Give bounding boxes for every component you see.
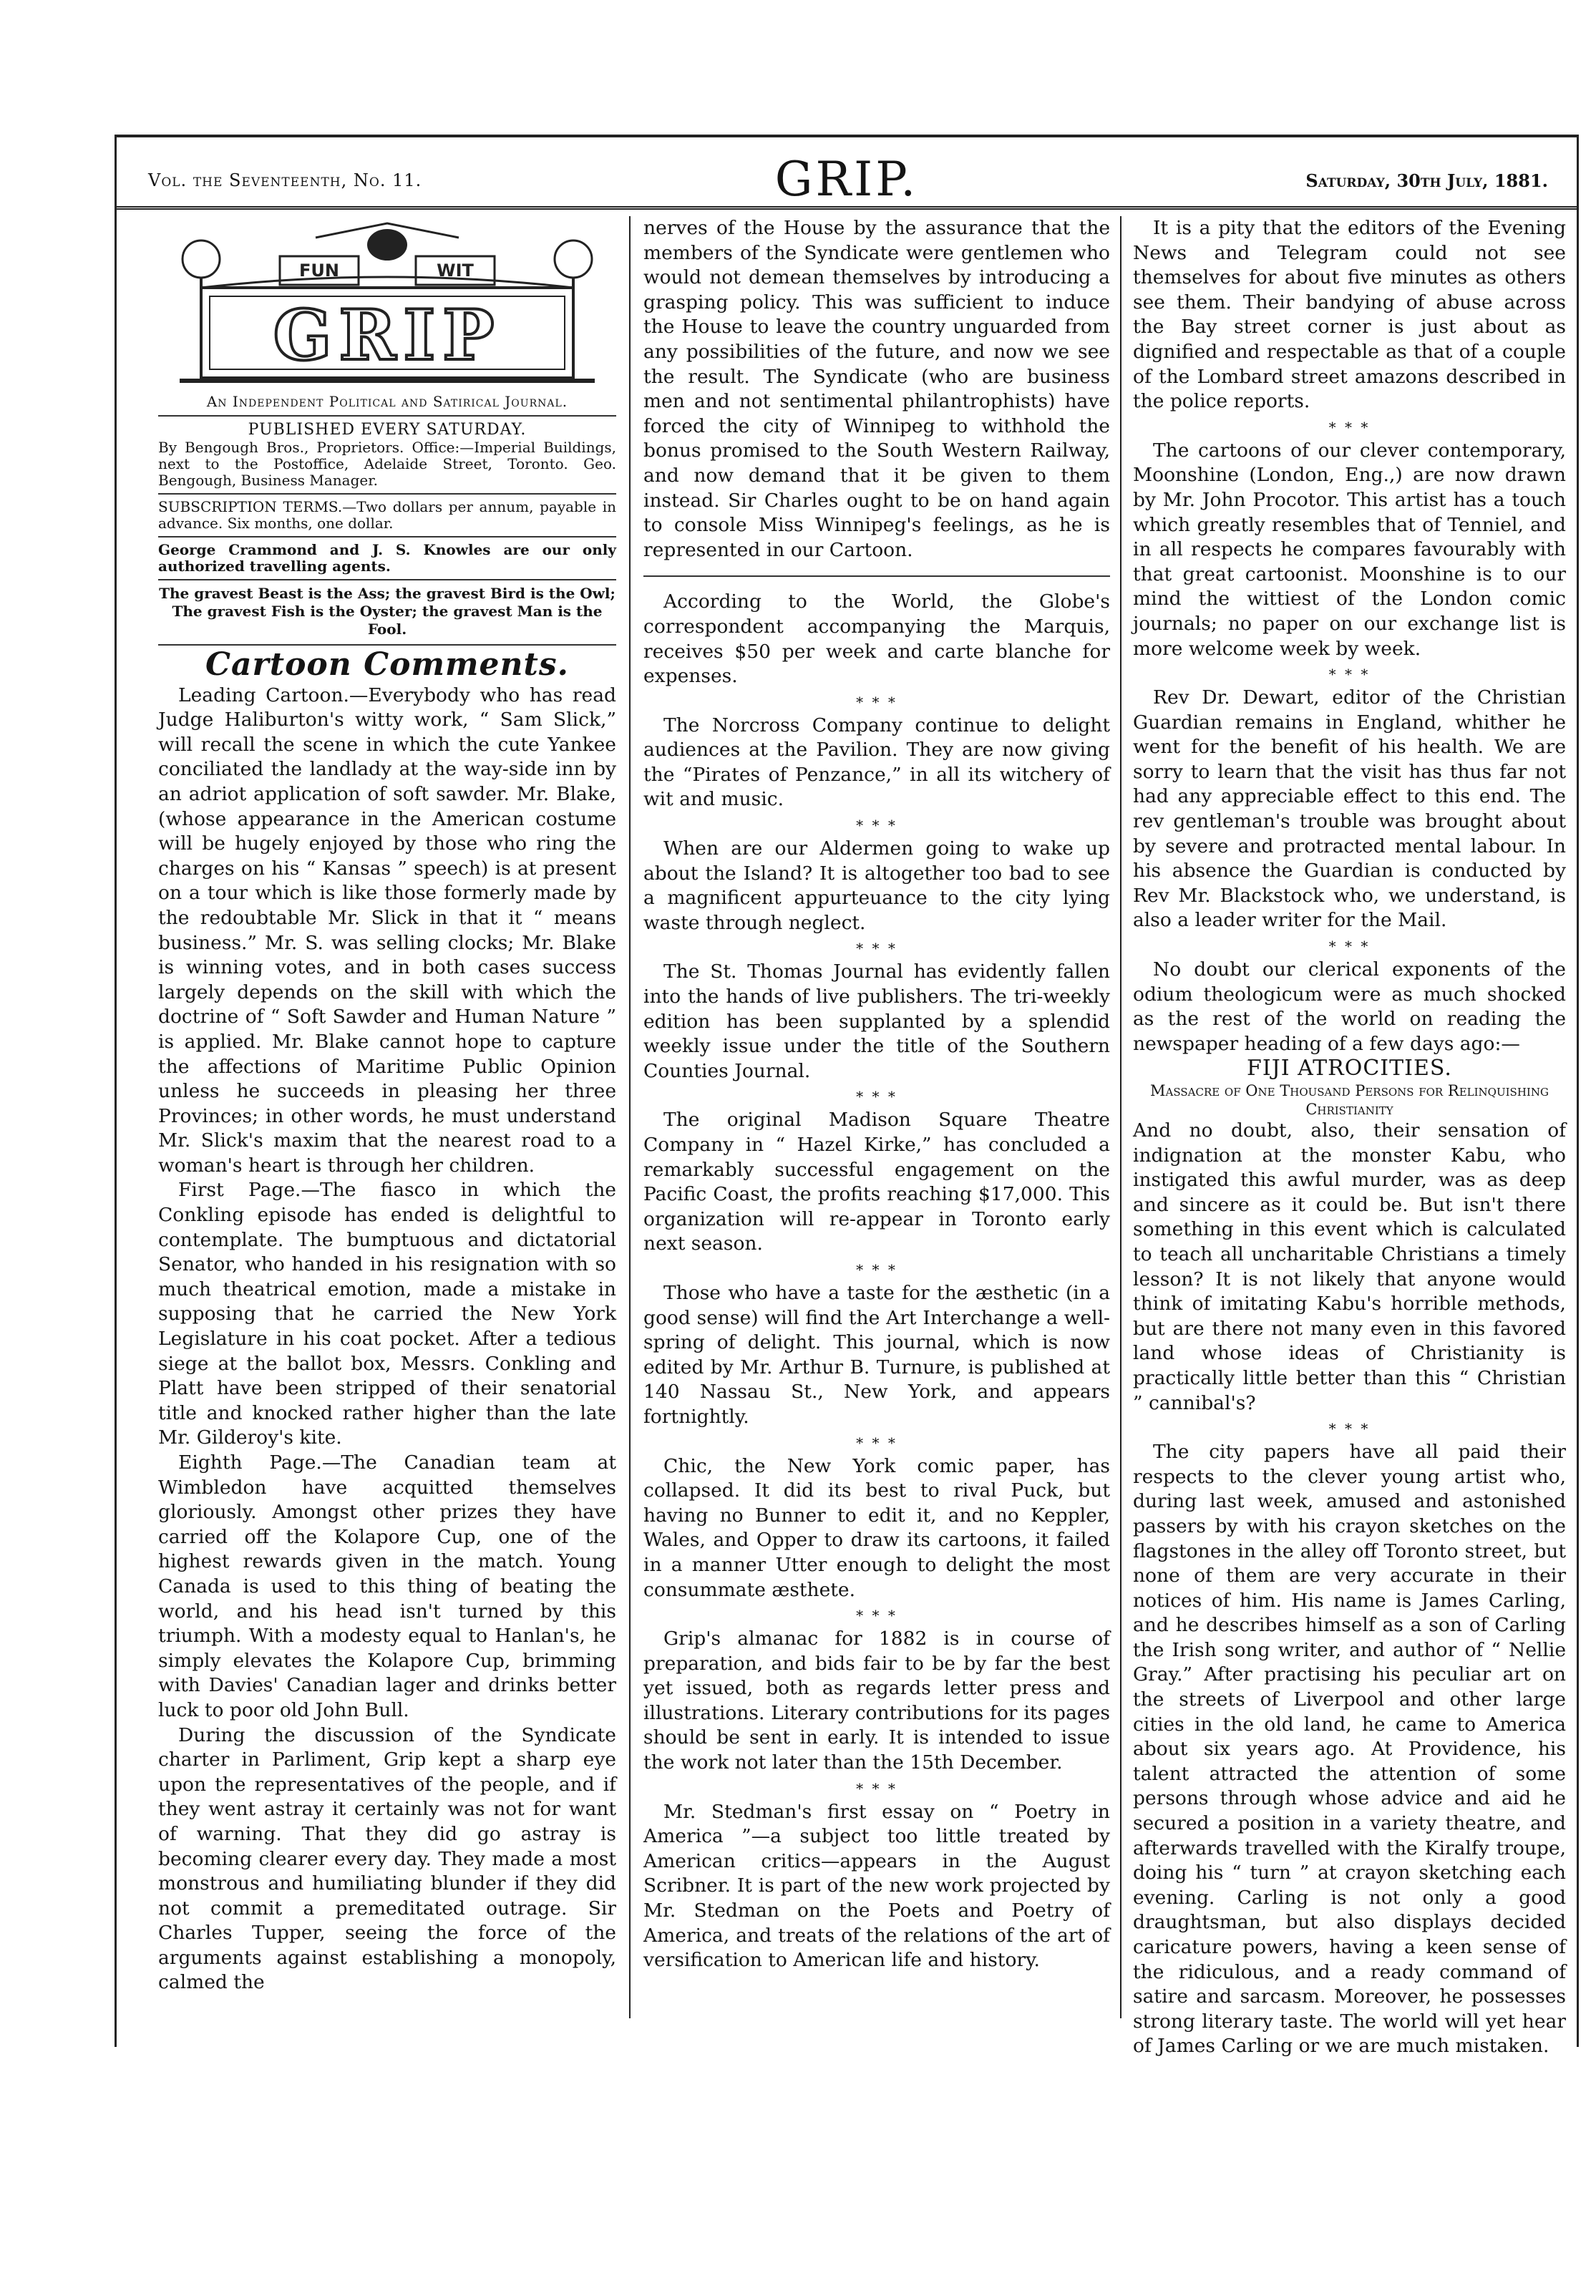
article-paragraph: When are our Aldermen going to wake up about the Island? It is altogether too bad to see a magnificent appurteuance to the city lying waste through neglect. (643, 837, 1110, 934)
separator-stars: * * * (1328, 666, 1371, 684)
article-paragraph: And no doubt, also, their sensation of indignation at the monster Kabu, who instigated this awful murder, was as deep and sincere as it could be. But isn't there something in this event which is calculated to teach all uncharitable Christians a timely lesson? It is not likely that anyone would think of imitating Kabu's horrible methods, but are there not many even in this favored land whose ideas of Christianity is practically little better than this “ Christian ” cannibal's? (1133, 1119, 1566, 1414)
banner-right-text: WIT (437, 261, 474, 281)
separator-stars: * * * (856, 817, 897, 835)
article-paragraph: The cartoons of our clever contemporary, Moonshine (London, Eng.,) are now drawn by Mr. John Procotor. This artist has a touch which greatly resembles that of Tenniel, and in all respects he compares favourably with that great cartoonist. Moonshine is to our mind the wittiest of the London comic journals; no paper on our exchange list is more welcome week by week. (1133, 439, 1566, 660)
article-paragraph: It is a pity that the editors of the Evening News and Telegram could not see themselves for about five minutes as others see them. Their bandying of abuse across the Bay street corner is just about as dignified and respectable as that of a couple of the Lombard street amazons described in the police reports. (1133, 217, 1566, 413)
separator-stars: * * * (856, 1607, 897, 1625)
separator-stars: * * * (856, 1088, 897, 1106)
agents-notice: George Crammond and J. S. Knowles are our only authorized travelling agents. (158, 541, 616, 575)
column-1 (158, 216, 616, 1995)
logo-wordmark: GRIP (273, 295, 502, 376)
article-paragraph: During the discussion of the Syndicate charter in Parliment, Grip kept a sharp eye upon the representatives of the people, and if they went astray it certainly was not for want of warning. That they did go astray is becoming clearer every day. They made a most monstrous and humiliating blunder if they did not commit a premeditated outrage. Sir Charles Tupper, seeing the force of the arguments against establishing a monopoly, calmed the (158, 1723, 616, 1994)
separator-stars: * * * (856, 693, 897, 711)
volume-number: Vol. the Seventeenth, No. 11. (148, 170, 422, 190)
article-paragraph: The city papers have all paid their respects to the clever young artist who, during last week, amused and astonished passers by with his crayon sketches on the flagstones in the alley off Toronto street, but none of them are very accurate in their notices of him. His name is James Carling, and he describes himself as a son of Carling the Irish song writer, and author of “ Nellie Gray.” After practising his peculiar art on the streets of Liverpool and other large cities in the old land, he came to America about six years ago. At Providence, his talent attracted the attention of some persons through whose advice and aid he secured a position in a variety theatre, and afterwards travelled with the Kiralfy troupe, doing his “ turn ” at crayon sketching each evening. Carling is not only a good draughtsman, but also displays decided caricature powers, having a keen sense of the ridiculous, and a ready command of satire and sarcasm. Moreover, he possesses strong literary taste. The world will yet hear of James Carling or we are much mistaken. (1133, 1441, 1566, 2058)
separator-stars: * * * (856, 1434, 897, 1451)
subscription-terms: SUBSCRIPTION TERMS.—Two dollars per annum, payable in advance. Six months, one dollar. (158, 498, 616, 532)
masthead-subtitle: An Independent Political and Satirical Journal. (206, 393, 568, 410)
article-paragraph: No doubt our clerical exponents of the odium theologicum were as much shocked as the rest of the world on reading the newspaper heading of a few days ago:— (1133, 958, 1566, 1055)
article-paragraph: Mr. Stedman's first essay on “ Poetry in America ”—a subject too little treated by American critics—appears in the August Scribner. It is part of the new work projected by Mr. Stedman on the Poets and Poetry of America, and treats of the relations of the art of versification to American life and history. (643, 1800, 1110, 1972)
article-paragraph: Chic, the New York comic paper, has collapsed. It did its best to rival Puck, but having no Bunner to edit it, and no Keppler, Wales, and Opper to draw its cartoons, it failed in a manner Utter enough to delight the most consummate æsthete. (643, 1454, 1110, 1601)
separator-stars: * * * (856, 940, 897, 958)
separator-stars: * * * (1328, 1420, 1371, 1438)
masthead-motto: The gravest Beast is the Ass; the gravest Bird is the Owl; The gravest Fish is the Oyster; the gravest Man is the Fool. (159, 585, 615, 638)
article-paragraph: Rev Dr. Dewart, editor of the Christian Guardian remains in England, whither he went for the benefit of his health. We are sorry to learn that the visit has thus far not had any appreciable effect to this end. The rev gentleman's trouble was brought about by severe and protracted mental labour. In his absence the Guardian is conducted by Rev Mr. Blackstock who, we understand, is also a leader writer for the Mail. (1133, 686, 1566, 932)
fiji-headline: FIJI ATROCITIES. (1247, 1056, 1452, 1081)
article-paragraph: First Page.—The fiasco in which the Conkling episode has ended is delightful to contemplate. The bumptuous and dictatorial Senator, who handed in his resignation with so much theatrical emotion, made a mistake in supposing that he carried the New York Legislature in his coat pocket. After a tedious siege at the ballot box, Messrs. Conkling and Platt have been stripped of their senatorial title and knocked rather higher than the late Mr. Gilderoy's kite. (158, 1179, 616, 1449)
separator-stars: * * * (856, 1260, 897, 1278)
published-line: PUBLISHED EVERY SATURDAY. (248, 421, 527, 439)
column-rule (629, 216, 631, 2018)
article-paragraph: Those who have a taste for the æsthetic (in a good sense) will find the Art Interchange a well-spring of delight. This journal, which is now edited by Mr. Arthur B. Turnure, is published at 140 Nassau St., New York, and appears fortnightly. (643, 1281, 1110, 1428)
banner-left-text: FUN (299, 261, 339, 281)
article-paragraph: Leading Cartoon.—Everybody who has read Judge Haliburton's witty work, “ Sam Slick,” will recall the scene in which the cute Yankee conciliated the landlady at the way-side inn by an adriot application of soft sawder. Mr. Blake, (whose appearance in the American costume will be hugely enjoyed by those who ring the charges on his “ Kansas ” speech) is at present on a tour which is like those formerly made by the redoubtable Mr. Slick in that it “ means business.” Mr. S. was selling clocks; Mr. Blake is winning votes, and in both cases success largely depends on the skill with which the doctrine of “ Soft Sawder and Human Nature ” is applied. Mr. Blake cannot hope to capture the affections of Maritime Public Opinion unless he succeeds in pleasing her three Provinces; in other words, he must understand Mr. Slick's maxim that the nearest road to a woman's heart is through her children. (158, 684, 616, 1177)
article-paragraph: nerves of the House by the assurance that the members of the Syndicate were gentlemen who would not demean themselves by introducing a grasping policy. This was sufficient to induce the House to leave the country unguarded from any possibilities of the future, and now we see the result. The Syndicate (who are business men and not sentimental philantrophists) have forced the city of Winnipeg to withhold the bonus promised to the South Western Railway, and now demand that it be given to them instead. Sir Charles ought to be on hand again to console Miss Winnipeg's feelings, as he is represented in our Cartoon. (643, 217, 1110, 561)
separator-stars: * * * (1328, 418, 1371, 436)
fiji-subheadline: Massacre of One Thousand Persons for Relinquishing Christianity (1150, 1082, 1549, 1118)
column-3 (1133, 216, 1566, 2059)
article-paragraph: Eighth Page.—The Canadian team at Wimbledon have acquitted themselves gloriously. Amongst other prizes they have carried off the Kolapore Cup, one of the highest rewards given in the match. Young Canada is used to this thing of beating the world, and his head isn't turned by this triumph. With a modesty equal to Hanlan's, he simply elevates the Kolapore Cup, brimming with Davies' Canadian lager and drinks better luck to poor old John Bull. (158, 1451, 616, 1721)
newspaper-page (115, 135, 1579, 2058)
article-paragraph: Grip's almanac for 1882 is in course of preparation, and bids fair to be by far the best yet issued, both as regards letter press and illustrations. Literary contributions for its pages should be sent in early. It is intended to issue the work not later than the 15th December. (643, 1628, 1110, 1774)
article-paragraph: The Norcross Company continue to delight audiences at the Pavilion. They are now giving the “Pirates of Penzance,” in all its witchery of wit and music. (643, 714, 1110, 811)
grip-logo-illustration (172, 216, 602, 386)
page-title: GRIP. (774, 152, 919, 207)
separator-stars: * * * (856, 1779, 897, 1797)
column-2 (643, 216, 1110, 1973)
article-paragraph: The original Madison Square Theatre Company in “ Hazel Kirke,” has concluded a remarkably successful engagement on the Pacific Coast, the profits reaching $17,000. This organization will re-appear in Toronto early next season. (643, 1109, 1110, 1255)
separator-stars: * * * (1328, 938, 1371, 955)
page-header (117, 137, 1577, 210)
article-paragraph: The St. Thomas Journal has evidently fallen into the hands of live publishers. The tri-weekly edition has been supplanted by a splendid weekly issue under the title of the Southern Counties Journal. (643, 960, 1110, 1082)
section-heading: Cartoon Comments. (205, 646, 569, 683)
issue-date: Saturday, 30th July, 1881. (1305, 170, 1548, 191)
article-paragraph: According to the World, the Globe's correspondent accompanying the Marquis, receives $50 per week and carte blanche for expenses. (643, 590, 1110, 688)
publishers-info: By Bengough Bros., Proprietors. Office:—Imperial Buildings, next to the Postoffice, Adelaide Street, Toronto. Geo. Bengough, Business Manager. (158, 439, 616, 489)
column-rule (1120, 216, 1121, 2018)
